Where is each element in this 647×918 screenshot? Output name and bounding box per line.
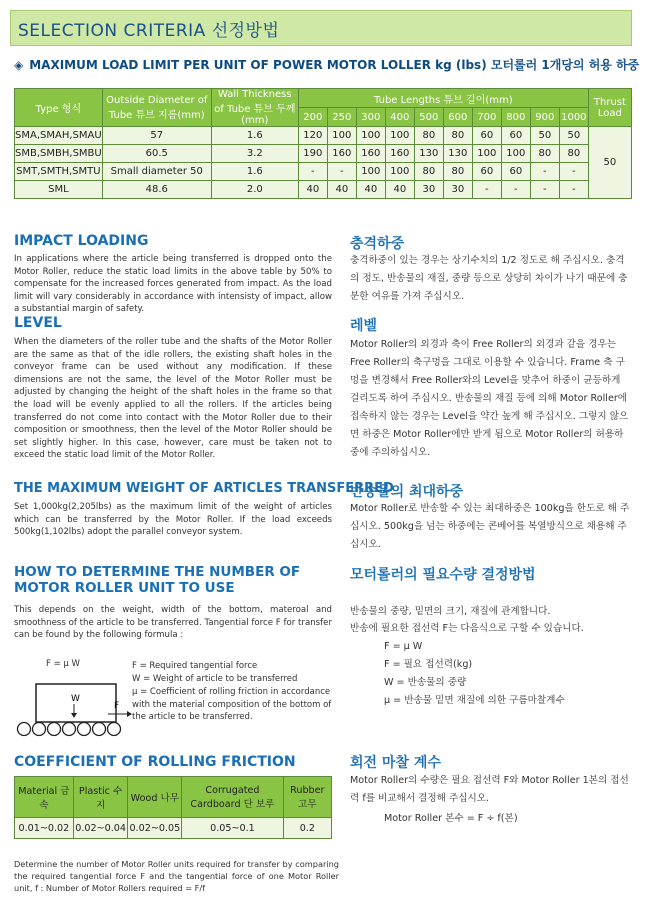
load-cell: 50: [559, 127, 588, 145]
load-cell: 80: [414, 127, 443, 145]
od-cell: 60.5: [102, 145, 211, 163]
load-cell: -: [501, 181, 530, 199]
load-cell: 130: [443, 145, 472, 163]
maxweight-text: Set 1,000kg(2,205lbs) as the maximum limit of the weight of articles which can be transferred by the Motor Roller. If the load exceeds 500kg(1,102lbs) adopt the parallel conveyor system.: [14, 502, 332, 538]
roller: [93, 723, 106, 736]
load-cell: 80: [443, 163, 472, 181]
load-cell: 60: [472, 127, 501, 145]
length-header: 250: [327, 108, 356, 127]
diamond-icon: ◈: [14, 58, 24, 72]
roller: [63, 723, 76, 736]
howto-text-ko2: 반송에 필요한 접선력 F는 다음식으로 구할 수 있습니다.: [350, 623, 584, 634]
def-w: W = Weight of article to be transferred: [132, 674, 298, 684]
length-header: 300: [356, 108, 385, 127]
table-subtitle: ◈ MAXIMUM LOAD LIMIT PER UNIT OF POWER MOTOR LOLLER kg (lbs) 모터롤러 1개당의 허용 하중: [14, 58, 640, 72]
load-cell: 160: [385, 145, 414, 163]
formula: F = μ W: [46, 659, 80, 669]
friction-value: 0.01~0.02: [15, 818, 74, 839]
friction-title-ko: 회전 마찰 계수: [350, 755, 441, 771]
load-cell: 160: [327, 145, 356, 163]
friction-value: 0.05~0.1: [182, 818, 283, 839]
load-cell: 100: [385, 127, 414, 145]
load-cell: 40: [385, 181, 414, 199]
friction-value: 0.2: [283, 818, 331, 839]
load-cell: 190: [298, 145, 327, 163]
wall-cell: 1.6: [211, 163, 298, 181]
load-cell: 30: [443, 181, 472, 199]
friction-value: 0.02~0.05: [128, 818, 182, 839]
roller: [18, 723, 31, 736]
load-cell: 130: [414, 145, 443, 163]
load-cell: 30: [414, 181, 443, 199]
load-cell: -: [530, 163, 559, 181]
load-cell: 100: [356, 163, 385, 181]
level-title-ko: 레벨: [350, 318, 378, 334]
friction-title: COEFFICIENT OF ROLLING FRICTION: [14, 754, 296, 770]
header-tube-lengths: Tube Lengths 튜브 길이(mm): [298, 89, 588, 108]
load-cell: 80: [530, 145, 559, 163]
header-thrust-load: Thrust Load: [588, 89, 631, 127]
load-cell: -: [327, 163, 356, 181]
friction-text-ko: Motor Roller의 수량은 필요 접선력 F와 Motor Roller 1본의 접선력 f를 비교해서 결정해 주십시오.: [350, 775, 629, 804]
ko-f2: F = 필요 접선력(kg): [384, 659, 473, 670]
roller: [33, 723, 46, 736]
impact-title-ko: 충격하중: [350, 236, 405, 252]
def-mu: μ = Coefficient of rolling friction in accordance with the material composition of the bottom of the article to be transferred.: [132, 687, 332, 723]
howto-title: HOW TO DETERMINE THE NUMBER OF MOTOR ROLLER UNIT TO USE: [14, 564, 301, 596]
diagram-w-label: W: [71, 694, 80, 704]
friction-formula-ko: Motor Roller 본수 = F ÷ f(본): [384, 813, 518, 824]
impact-text-ko: 충격하중이 있는 경우는 상기수치의 1/2 정도로 해 주십시오. 충격의 정도, 반송물의 재질, 중량 등으로 상당히 차이가 나기 때문에 충분한 여유를 가져 주십시오.: [350, 255, 628, 302]
load-cell: -: [559, 163, 588, 181]
friction-note: Determine the number of Motor Roller units required for transfer by comparing the required tangential force F and the tangential force of one Motor Roller unit, f : Number of Motor Rollers required = F/f: [14, 859, 339, 893]
length-header: 200: [298, 108, 327, 127]
length-header: 900: [530, 108, 559, 127]
table-row: [15, 163, 632, 181]
level-title: LEVEL: [14, 315, 62, 331]
load-cell: 80: [559, 145, 588, 163]
diagram-f-label: F: [114, 701, 120, 711]
impact-title: IMPACT LOADING: [14, 233, 149, 249]
length-header: 600: [443, 108, 472, 127]
load-cell: 100: [327, 127, 356, 145]
load-cell: -: [472, 181, 501, 199]
load-cell: -: [559, 181, 588, 199]
impact-text: In applications where the article being transferred is dropped onto the Motor Roller, reduce the static load limits in the above table by 50% to compensate for the increased forces generated from impact. As the load limit will vary considerably in accordance with intensisty of impact, allow a substantial margin of safety.: [14, 254, 332, 315]
header-outside-diameter: Outside Diameter of Tube 튜브 지름(mm): [102, 89, 211, 127]
load-cell: 50: [530, 127, 559, 145]
type-cell: SMA,SMAH,SMAU: [15, 127, 103, 145]
load-cell: 60: [501, 127, 530, 145]
load-cell: 40: [327, 181, 356, 199]
ko-f1: F = μ W: [384, 641, 423, 652]
type-cell: SMB,SMBH,SMBU: [15, 145, 103, 163]
friction-header: Wood 나무: [128, 777, 182, 818]
length-header: 400: [385, 108, 414, 127]
howto-text: This depends on the weight, width of the bottom, materoal and smoothness of the article to be transferred. Tangential force F for transfer can be found by the following formula :: [14, 605, 332, 641]
page-title: SELECTION CRITERIA 선정방법: [18, 21, 280, 41]
level-text-ko: Motor Roller의 외경과 축이 Free Roller의 외경과 같을 경우는 Free Roller의 축구멍을 그대로 이용할 수 있습니다. Frame 축 구멍을 변경해서 Free Roller와의 Level을 맞추어 하중이 균등하게 걸리도록 하여 주십시오. 반송물의 재질 등에 의해 Motor Roller에 접속하지 않는 경우는 Level을 약간 높게 해 주십시오. 그렇지 않으면 하중은 Motor Roller에만 받게 됨으로 Motor Roller의 허용하중에 주의하십시오.: [350, 339, 629, 458]
wall-cell: 1.6: [211, 127, 298, 145]
wall-cell: 2.0: [211, 181, 298, 199]
length-header: 700: [472, 108, 501, 127]
length-header: 1000: [559, 108, 588, 127]
friction-table: [14, 776, 332, 839]
load-limit-table: [14, 88, 632, 199]
od-cell: Small diameter 50: [102, 163, 211, 181]
length-header: 800: [501, 108, 530, 127]
table-row: [15, 181, 632, 199]
load-cell: 100: [501, 145, 530, 163]
load-cell: 120: [298, 127, 327, 145]
load-cell: -: [298, 163, 327, 181]
howto-text-ko1: 반송물의 중량, 밑면의 크기, 재질에 관계합니다.: [350, 606, 551, 617]
ko-f4: μ = 반송물 밑면 재질에 의한 구름마찰계수: [384, 695, 565, 706]
friction-value: 0.02~0.04: [73, 818, 128, 839]
maxweight-title: THE MAXIMUM WEIGHT OF ARTICLES TRANSFERRED: [14, 481, 394, 496]
rollers: [18, 723, 121, 736]
maxweight-text-ko: Motor Roller로 반송할 수 있는 최대하중은 100kg을 한도로 해 주십시오. 500kg을 넘는 하중에는 콘베어를 복열방식으로 채용해 주십시오.: [350, 503, 630, 550]
roller: [108, 723, 121, 736]
od-cell: 57: [102, 127, 211, 145]
load-cell: 40: [356, 181, 385, 199]
howto-title-ko: 모터롤러의 필요수량 결정방법: [350, 567, 536, 583]
friction-header: Corrugated Cardboard 단 보루: [182, 777, 283, 818]
table-row: [15, 127, 632, 145]
friction-header: Rubber 고무: [283, 777, 331, 818]
type-cell: SMT,SMTH,SMTU: [15, 163, 103, 181]
load-cell: 160: [356, 145, 385, 163]
header-wall-thickness: Wall Thickness of Tube 튜브 두께(mm): [211, 89, 298, 127]
load-cell: 80: [443, 127, 472, 145]
wall-cell: 3.2: [211, 145, 298, 163]
load-cell: 100: [356, 127, 385, 145]
load-cell: 100: [385, 163, 414, 181]
friction-diagram: [16, 680, 134, 738]
def-f: F = Required tangential force: [132, 661, 258, 671]
table-row: [15, 145, 632, 163]
friction-header: Plastic 수지: [73, 777, 128, 818]
header-type: Type 형식: [15, 89, 103, 127]
load-cell: -: [530, 181, 559, 199]
type-cell: SML: [15, 181, 103, 199]
load-cell: 100: [472, 145, 501, 163]
load-cell: 60: [472, 163, 501, 181]
length-header: 500: [414, 108, 443, 127]
load-cell: 40: [298, 181, 327, 199]
roller: [48, 723, 61, 736]
thrust-cell: 50: [588, 127, 631, 199]
maxweight-title-ko: 반송물의 최대하중: [350, 484, 464, 500]
level-text: When the diameters of the roller tube and the shafts of the Motor Roller are the same as that of the idle rollers, the existing shaft holes in the conveyor frame can be used without any modification. If these dimensions are not the same, the level of the Motor Roller must be adjusted by changing the height of the shaft holes in the frame so that the load will be evenly applied to all the rollers. If the articles being transferred do not come into contact with the Motor Roller due to their composition or smoothness, then the level of the Motor Roller should be set slightly higher. In this case, however, care must be taken not to exceed the static load limit of the Motor Roller.: [14, 337, 332, 461]
roller: [78, 723, 91, 736]
ko-f3: W = 반송물의 중량: [384, 677, 467, 688]
od-cell: 48.6: [102, 181, 211, 199]
friction-header: Material 금속: [15, 777, 74, 818]
load-cell: 80: [414, 163, 443, 181]
load-cell: 60: [501, 163, 530, 181]
